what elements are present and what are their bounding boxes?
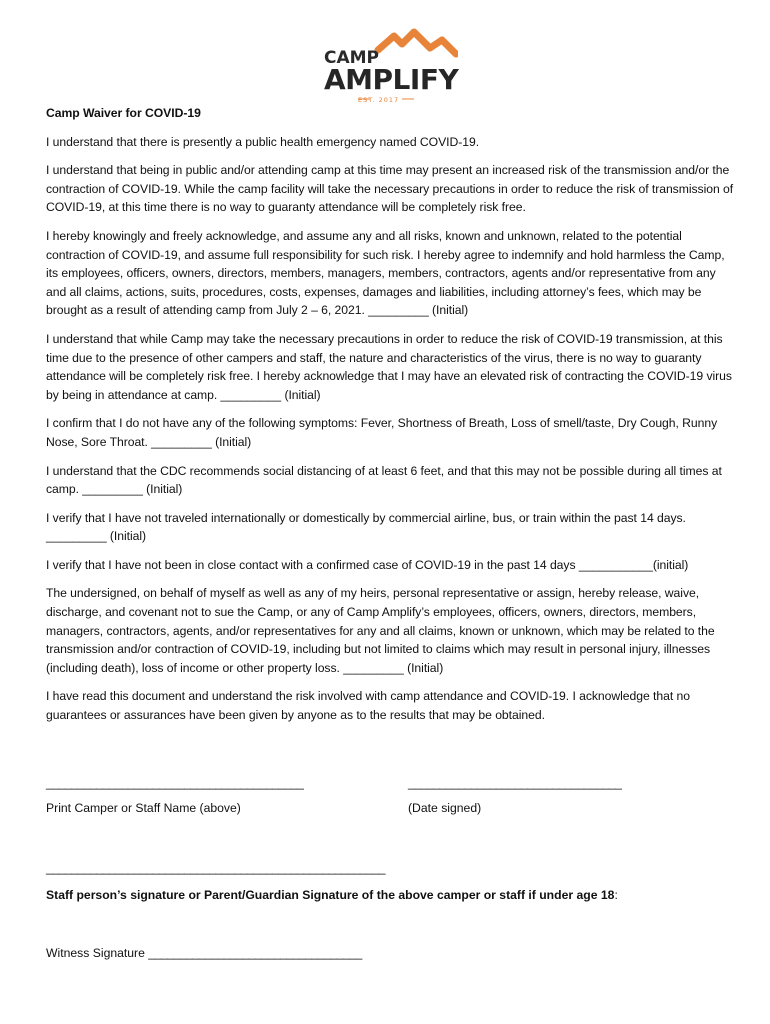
paragraph-close-contact: I verify that I have not been in close contact with a confirmed case of COVID-19 in the past 14 days ___________(initial) — [46, 557, 689, 572]
guardian-colon: : — [614, 888, 618, 902]
paragraph-increased-risk: I understand that being in public and/or attending camp at this time may present an increased risk of the transmission and/or the contraction of COVID-19. While the camp facility will take the necessary precautions in order to reduce the risk of transmission of COVID-19, at this time there is no way to guaranty attendance will be completely risk free. — [46, 163, 734, 215]
paragraph-symptoms: I confirm that I do not have any of the following symptoms: Fever, Shortness of Breath, Loss of smell/taste, Dry Cough, Runny Nose, Sore Throat. _________ (Initial) — [46, 416, 718, 449]
paragraph-acknowledgement: I have read this document and understand the risk involved with camp attendance and COVID-19. I acknowledge that no guarantees or assurances have been given by anyone as to the results that may be obtained. — [46, 689, 690, 723]
name-label: Print Camper or Staff Name (above) — [46, 801, 241, 815]
document-title: Camp Waiver for COVID-19 — [46, 106, 201, 120]
logo-amplify-text: AMPLIFY — [324, 63, 459, 96]
date-signature-line[interactable]: __________________________________ — [408, 776, 622, 790]
witness-signature-row — [46, 946, 362, 960]
paragraph-release: The undersigned, on behalf of myself as well as any of my heirs, personal representative or assign, hereby release, waive, discharge, and covenant not to sue the Camp, or any of Camp Amplify’s employees, officers, owners, directors, members, managers, contractors, agents, and/or representatives for any and all claims, known or unknown, which may be related to the transmission and/or contraction of COVID-19, including but not limited to claims which may result in personal injury, illnesses (including death), loss of income or other property loss. _________ (Initial) — [46, 586, 715, 675]
date-label: (Date signed) — [408, 801, 482, 815]
guardian-signature-label-wrapper — [46, 888, 618, 902]
logo-camp-text: CAMP — [324, 48, 380, 68]
paragraph-elevated-risk: I understand that while Camp may take the necessary precautions in order to reduce the risk of COVID-19 transmission, at this time due to the presence of other campers and staff, the nature and characteristics of the virus, there is no way to guaranty attendance will be completely risk free. I hereby acknowledge that I may have an elevated risk of contracting the COVID-19 virus by being in attendance at camp. _________ (Initial) — [46, 331, 732, 402]
paragraph-travel: I verify that I have not traveled internationally or domestically by commercial airline, bus, or train within the past 14 days. _________ (Initial) — [46, 510, 686, 544]
paragraph-social-distancing: I understand that the CDC recommends social distancing of at least 6 feet, and that this may not be possible during all times at camp. _________ (Initial) — [46, 463, 722, 497]
camp-amplify-logo — [318, 28, 458, 104]
witness-signature-line[interactable]: __________________________________ — [148, 946, 362, 960]
witness-label: Witness Signature — [46, 946, 145, 960]
guardian-signature-label: Staff person’s signature or Parent/Guardian Signature of the above camper or staff if under age 18 — [46, 888, 615, 902]
guardian-signature-line[interactable]: ______________________________________________________ — [46, 861, 386, 875]
name-signature-line[interactable]: _________________________________________ — [46, 776, 304, 790]
paragraph-public-health-emergency: I understand that there is presently a public health emergency named COVID-19. — [46, 134, 480, 149]
waiver-document — [46, 104, 736, 735]
paragraph-assume-risk: I hereby knowingly and freely acknowledge, and assume any and all risks, known and unknown, related to the potential contraction of COVID-19, and assume full responsibility for such risk. I hereby agree to indemnify and hold harmless the Camp, its employees, officers, owners, directors, members, managers, members, contractors, agents and/or representative from any and all claims, actions, suits, procedures, costs, expenses, damages and liabilities, including attorney’s fees, which may be brought as a result of attending camp from July 2 – 6, 2021. _________ (Initial) — [46, 228, 725, 318]
logo-established-text: EST. 2017 — [358, 96, 400, 104]
